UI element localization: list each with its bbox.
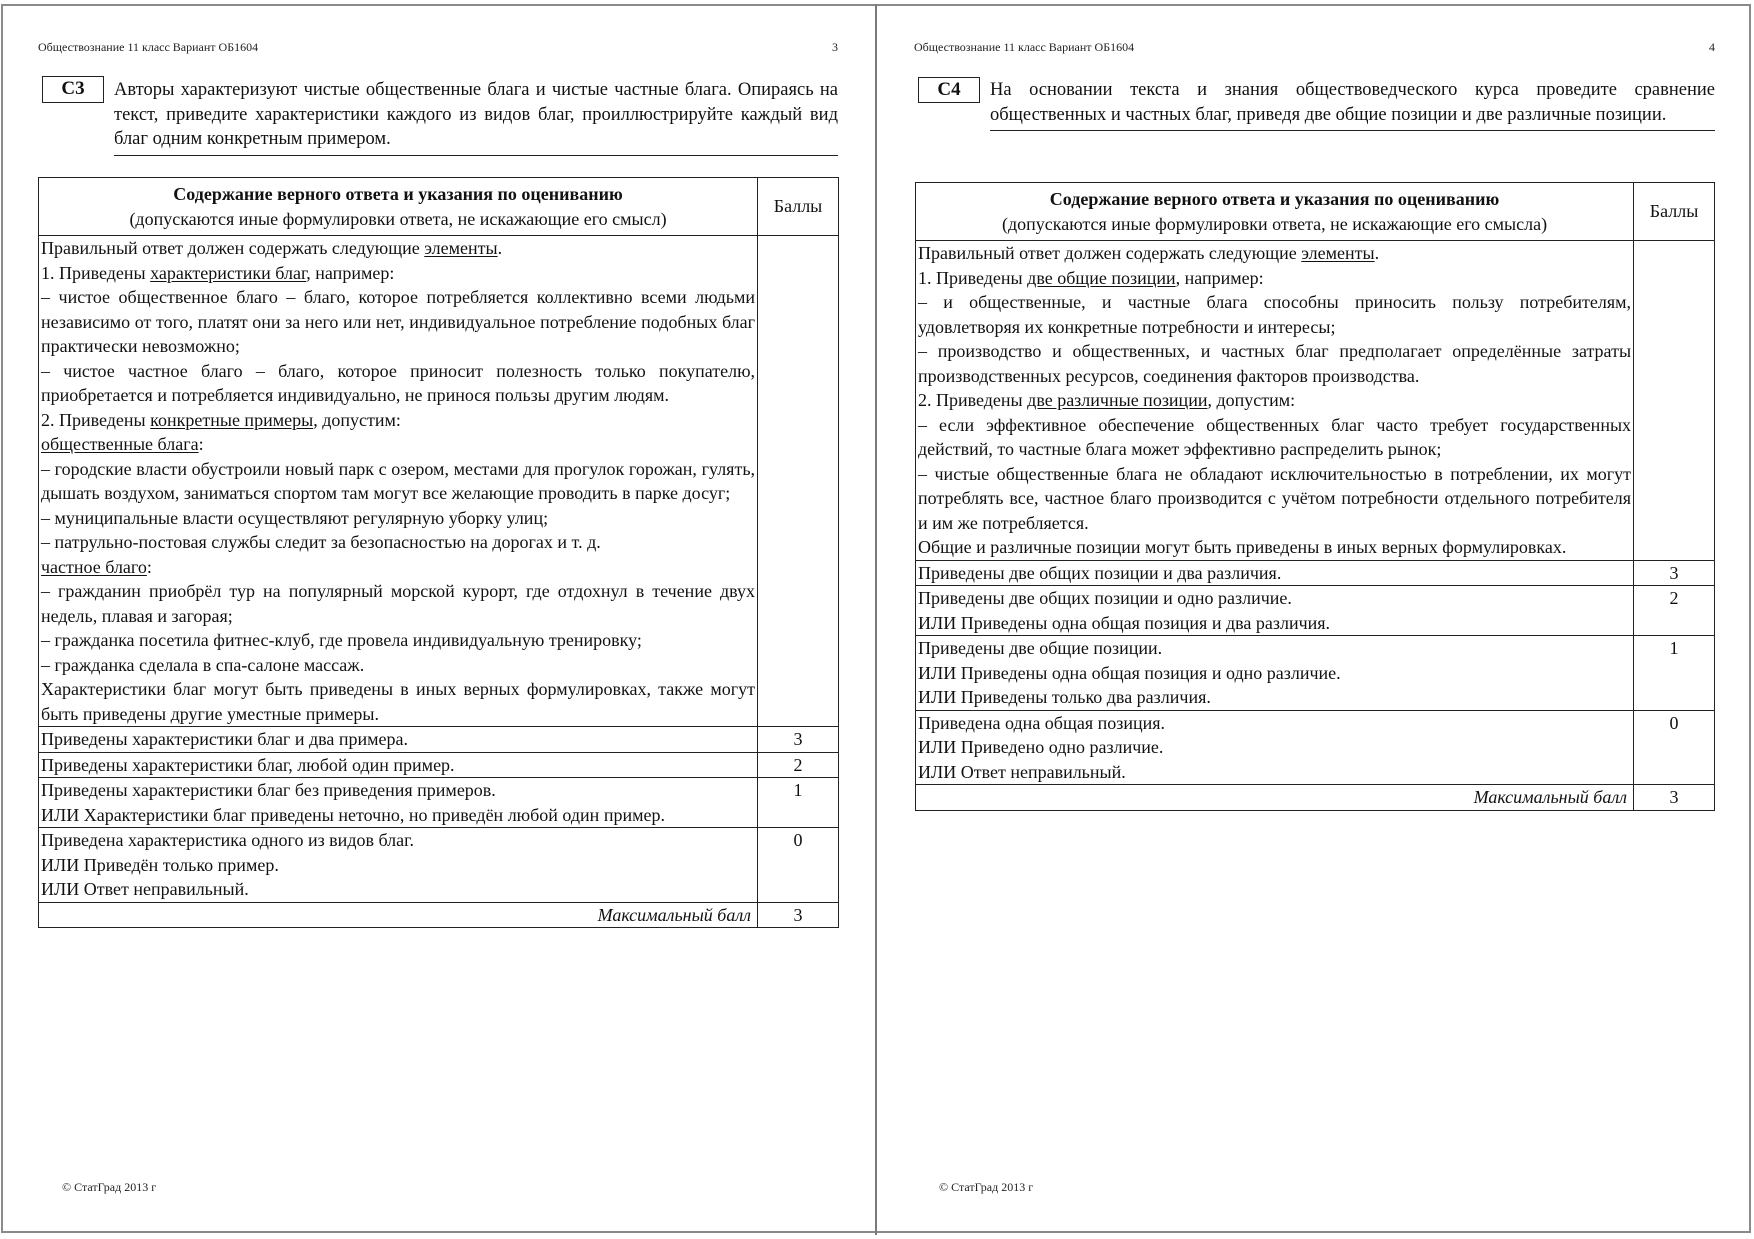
intro-line: Правильный ответ должен содержать следующие элементы. bbox=[918, 243, 1380, 263]
table-header-row bbox=[39, 178, 839, 236]
copyright-footer: © СтатГрад 2013 г bbox=[939, 1180, 1034, 1194]
criterion-text: ИЛИ Приведён только пример. bbox=[41, 854, 279, 875]
table-header-row bbox=[916, 183, 1715, 241]
header-subtitle: (допускаются иные формулировки ответа, не искажающие его смысла) bbox=[1001, 213, 1548, 234]
content-header bbox=[39, 178, 758, 236]
running-header: Обществознание 11 класс Вариант ОБ1604 bbox=[914, 40, 1135, 54]
table-row bbox=[916, 560, 1715, 586]
page-4 bbox=[877, 0, 1754, 1239]
item2-heading: 2. Приведены конкретные примеры, допустим: bbox=[41, 409, 401, 430]
table-row bbox=[916, 710, 1715, 785]
criterion-text: Приведены две общих позиции и два различия. bbox=[918, 562, 1282, 583]
max-score-row bbox=[39, 902, 839, 928]
list-item: – городские власти обустроили новый парк с озером, местами для прогулок горожан, гулять, дышать воздухом, заниматься спортом там могут все желающие проводить в парке досуг; bbox=[41, 458, 756, 503]
criterion-text: ИЛИ Приведены только два различия. bbox=[918, 687, 1211, 707]
task-text: На основании текста и знания обществоведческого курса проведите сравнение общественных и частных благ, приведя две общие позиции и две различные позиции. bbox=[990, 78, 1715, 131]
content-header bbox=[916, 183, 1634, 241]
task-label-c4: С4 bbox=[918, 77, 980, 103]
criterion-text: Приведены характеристики благ и два примера. bbox=[41, 729, 408, 749]
list-item: – и общественные, и частные блага способны приносить пользу потребителям, удовлетворяя их конкретные потребности и интересы; bbox=[918, 292, 1632, 337]
max-score-label: Максимальный балл bbox=[916, 785, 1634, 811]
table-row bbox=[916, 586, 1715, 636]
max-score-value: 3 bbox=[1634, 785, 1715, 811]
note: Общие и различные позиции могут быть приведены в иных верных формулировках. bbox=[918, 537, 1567, 557]
criterion-text: Приведена одна общая позиция. bbox=[918, 712, 1166, 733]
criterion-text: Приведены характеристики благ, любой один пример. bbox=[41, 754, 455, 775]
score-header: Баллы bbox=[1634, 183, 1715, 241]
list-item: – чистые общественные блага не обладают исключительностью в потреблении, их могут потреблять все, частное благо производится с учётом потребности отдельного потребителя и им же потребляется. bbox=[918, 463, 1632, 533]
header-title: Содержание верного ответа и указания по оцениванию bbox=[1049, 189, 1500, 209]
note: Характеристики благ могут быть приведены в иных верных формулировках, также могут быть приведены другие уместные примеры. bbox=[41, 679, 756, 724]
score-header: Баллы bbox=[758, 178, 839, 236]
answer-content-row bbox=[916, 241, 1715, 561]
score-value: 2 bbox=[758, 752, 839, 778]
criterion-text: ИЛИ Ответ неправильный. bbox=[918, 761, 1126, 782]
page-number: 3 bbox=[832, 40, 838, 54]
table-row bbox=[916, 636, 1715, 711]
list-item: – если эффективное обеспечение общественных благ часто требует государственных действий, то частные блага может эффективно распределить рынок; bbox=[918, 414, 1632, 459]
header-title: Содержание верного ответа и указания по оцениванию bbox=[173, 184, 623, 204]
score-value: 3 bbox=[1634, 560, 1715, 586]
rubric-table-c3 bbox=[38, 177, 839, 928]
answer-content-row bbox=[39, 236, 839, 727]
score-value: 1 bbox=[758, 778, 839, 828]
max-score-label: Максимальный балл bbox=[39, 902, 758, 928]
criterion-text: Приведены две общих позиции и одно различие. bbox=[918, 588, 1292, 608]
empty-score-cell bbox=[1634, 241, 1715, 561]
criterion-text: ИЛИ Ответ неправильный. bbox=[41, 879, 249, 899]
table-row bbox=[39, 828, 839, 903]
criterion-text: Приведены характеристики благ без приведения примеров. bbox=[41, 780, 496, 800]
page-3 bbox=[0, 0, 876, 1239]
max-score-row bbox=[916, 785, 1715, 811]
criterion-text: ИЛИ Приведены одна общая позиция и два различия. bbox=[918, 612, 1331, 633]
list-item: – гражданка посетила фитнес-клуб, где провела индивидуальную тренировку; bbox=[41, 630, 642, 650]
private-good-label: частное благо: bbox=[41, 556, 152, 577]
table-row bbox=[39, 778, 839, 828]
list-item: – чистое общественное благо – благо, которое потребляется коллективно всеми людьми независимо от того, платят они за него или нет, индивидуальное потребление подобных благ практически невозможно; bbox=[41, 287, 756, 356]
score-value: 1 bbox=[1634, 636, 1715, 711]
list-item: – производство и общественных, и частных благ предполагает определённые затраты производственных ресурсов, соединения факторов производства. bbox=[918, 341, 1632, 386]
table-row bbox=[39, 752, 839, 778]
answer-content bbox=[916, 241, 1634, 561]
answer-content bbox=[39, 236, 758, 727]
item2-heading: 2. Приведены две различные позиции, допустим: bbox=[918, 390, 1296, 410]
intro-line: Правильный ответ должен содержать следующие элементы. bbox=[41, 238, 503, 258]
criterion-text: ИЛИ Характеристики благ приведены неточно, но приведён любой один пример. bbox=[41, 804, 665, 825]
list-item: – патрульно-постовая службы следит за безопасностью на дорогах и т. д. bbox=[41, 532, 601, 552]
list-item: – чистое частное благо – благо, которое приносит полезность только покупателю, приобретается и потребляется индивидуально, не принося пользы другим людям. bbox=[41, 360, 756, 405]
score-value: 3 bbox=[758, 727, 839, 753]
score-value: 0 bbox=[758, 828, 839, 903]
score-value: 0 bbox=[1634, 710, 1715, 785]
public-goods-label: общественные блага: bbox=[41, 434, 204, 454]
empty-score-cell bbox=[758, 236, 839, 727]
header-subtitle: (допускаются иные формулировки ответа, не искажающие его смысл) bbox=[129, 208, 667, 229]
criterion-text: ИЛИ Приведено одно различие. bbox=[918, 737, 1164, 757]
criterion-text: Приведены две общие позиции. bbox=[918, 638, 1163, 658]
copyright-footer: © СтатГрад 2013 г bbox=[62, 1180, 157, 1194]
criterion-text: ИЛИ Приведены одна общая позиция и одно различие. bbox=[918, 662, 1341, 683]
list-item: – гражданка сделала в спа-салоне массаж. bbox=[41, 654, 365, 675]
running-header: Обществознание 11 класс Вариант ОБ1604 bbox=[38, 40, 259, 54]
page-number: 4 bbox=[1709, 40, 1715, 54]
list-item: – гражданин приобрёл тур на популярный морской курорт, где отдохнул в течение двух недель, плавая и загорая; bbox=[41, 581, 756, 626]
score-value: 2 bbox=[1634, 586, 1715, 636]
max-score-value: 3 bbox=[758, 902, 839, 928]
item1-heading: 1. Приведены две общие позиции, например: bbox=[918, 267, 1264, 288]
table-row bbox=[39, 727, 839, 753]
criterion-text: Приведена характеристика одного из видов благ. bbox=[41, 830, 415, 850]
task-text: Авторы характеризуют чистые общественные блага и чистые частные блага. Опираясь на текст, приведите характеристики каждого из видов благ, проиллюстрируйте каждый вид благ одним конкретным примером. bbox=[114, 78, 838, 156]
rubric-table-c4 bbox=[915, 182, 1715, 811]
task-label-c3: С3 bbox=[42, 76, 104, 103]
item1-heading: 1. Приведены характеристики благ, например: bbox=[41, 262, 395, 283]
list-item: – муниципальные власти осуществляют регулярную уборку улиц; bbox=[41, 507, 549, 528]
